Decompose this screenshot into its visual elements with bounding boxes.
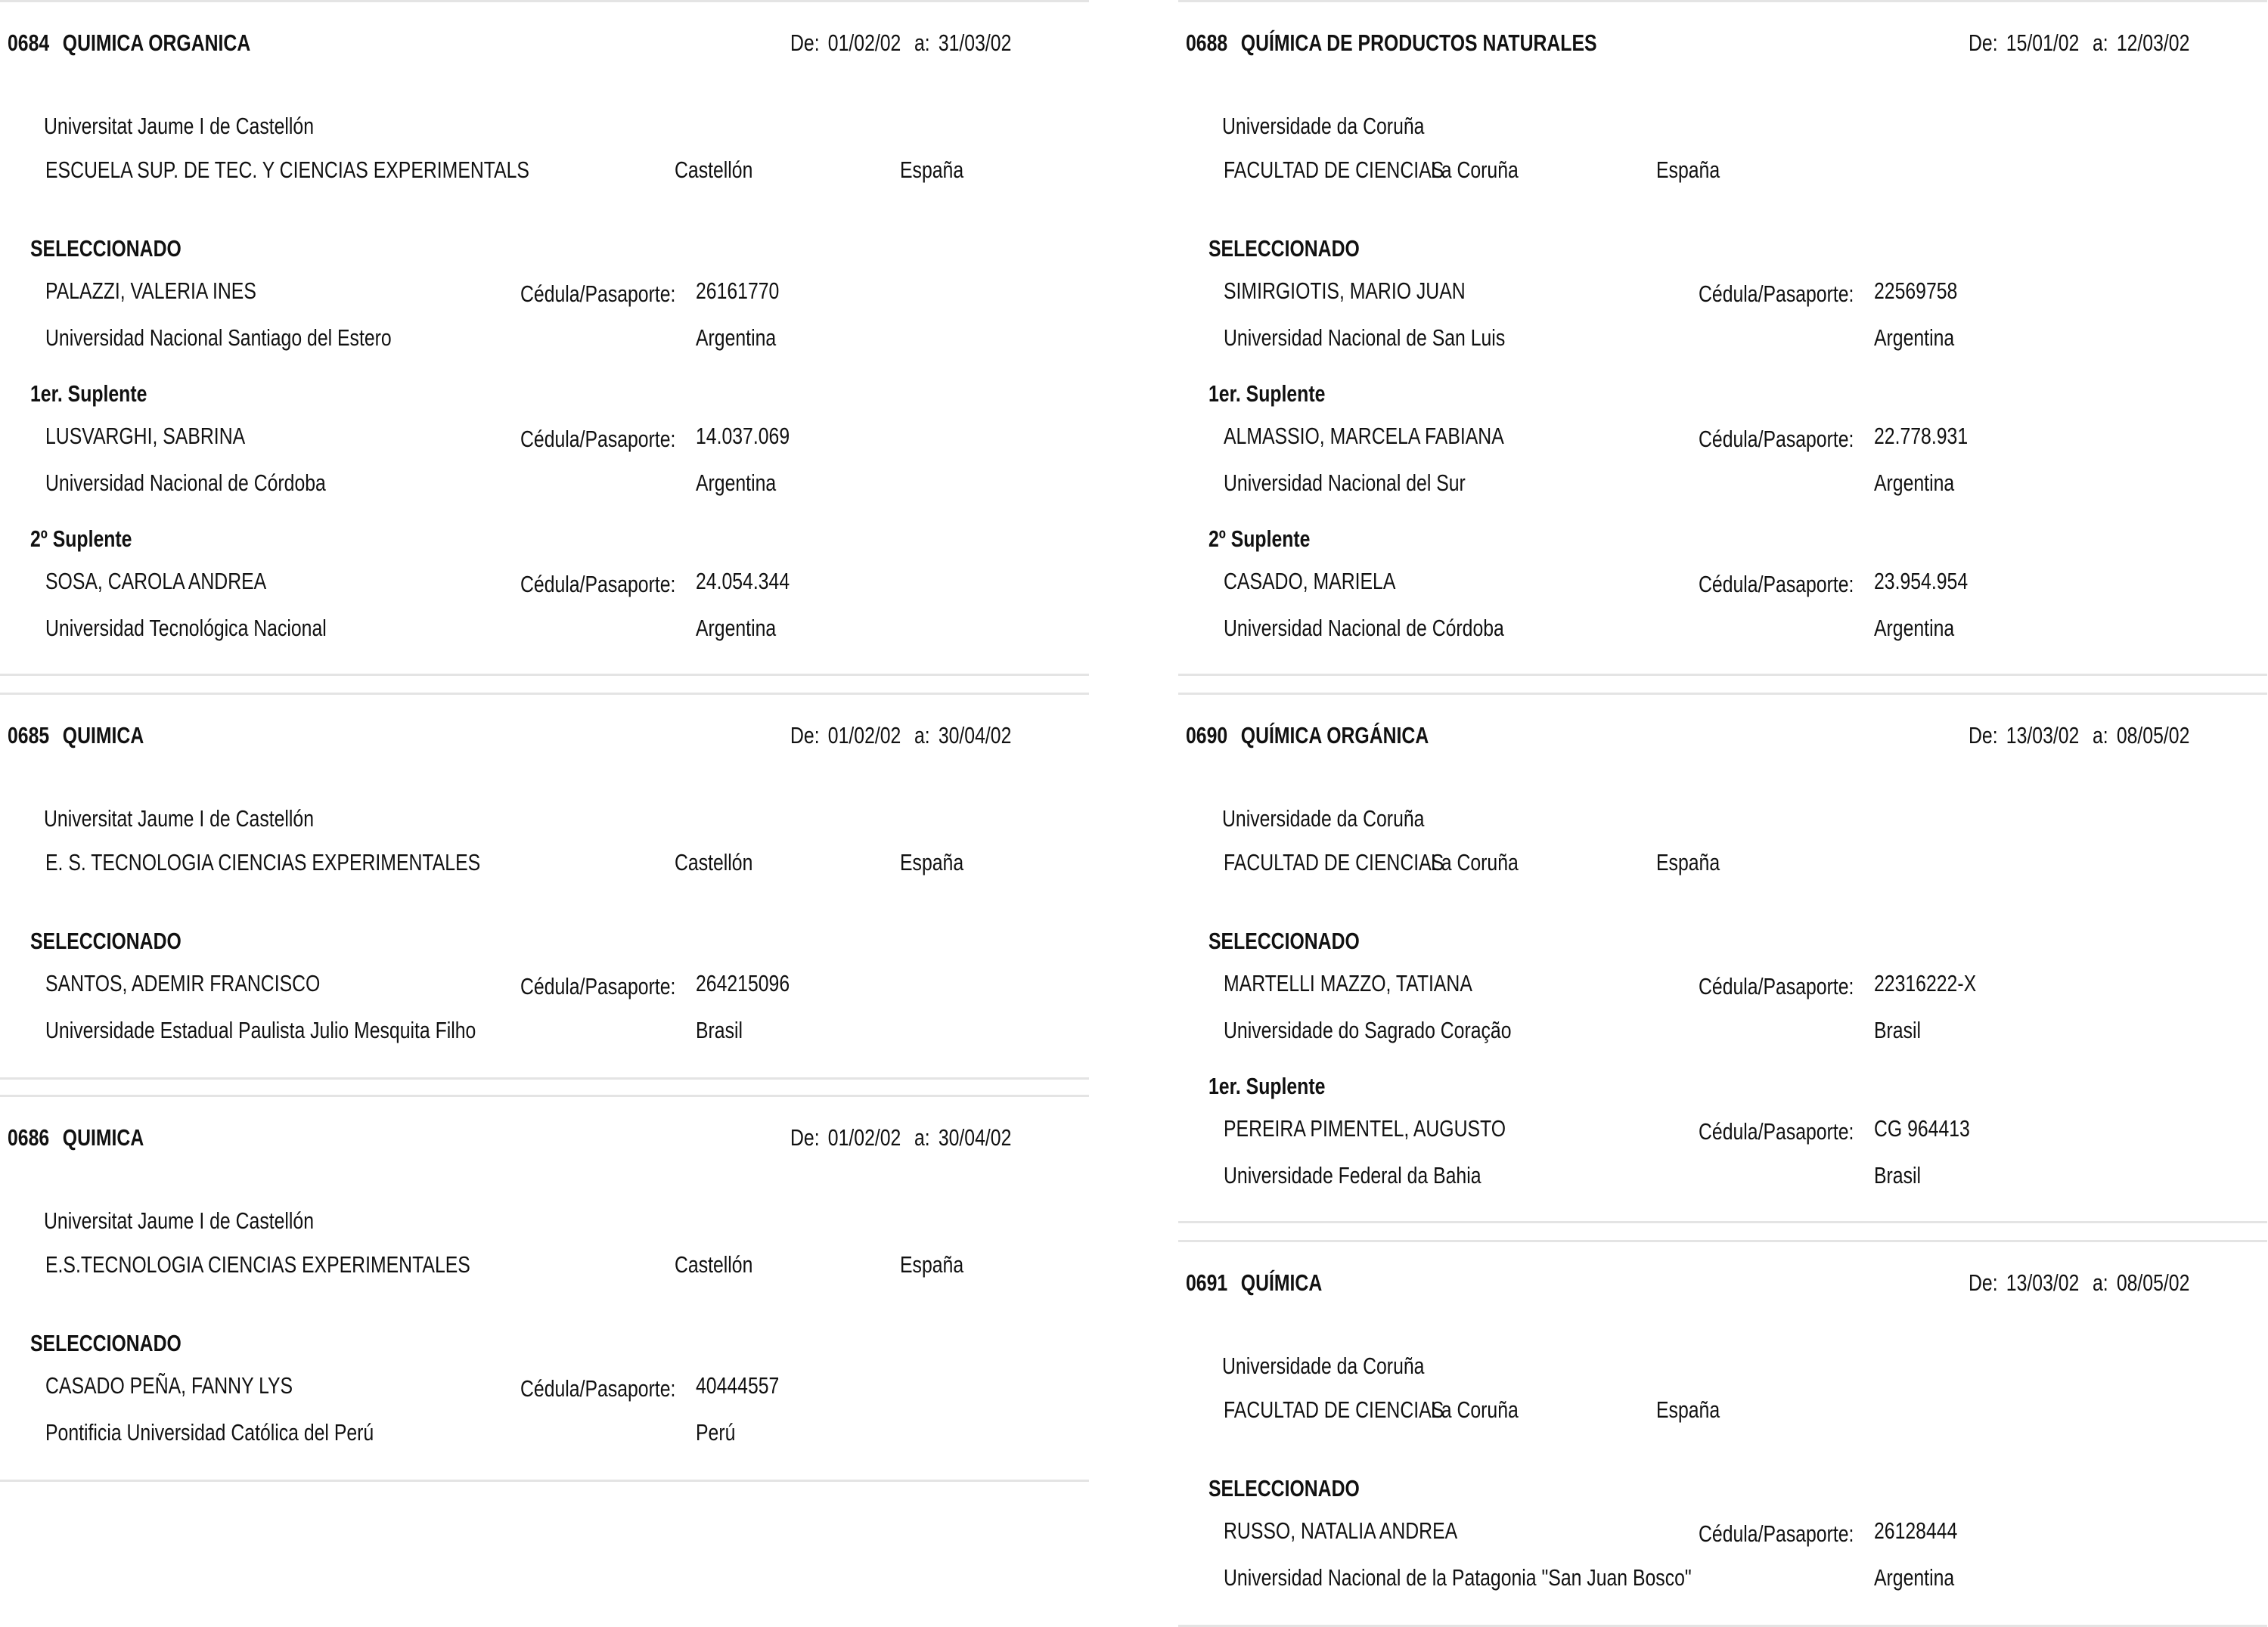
candidate-university: Universidad Nacional de la Patagonia "San Juan Bosco" bbox=[1224, 1564, 1692, 1591]
host-city: La Coruña bbox=[1431, 1396, 1519, 1423]
id-label: Cédula/Pasaporte: bbox=[520, 1375, 676, 1402]
id-label: Cédula/Pasaporte: bbox=[1699, 1520, 1854, 1547]
candidate-name: RUSSO, NATALIA ANDREA bbox=[1224, 1517, 1458, 1544]
candidate-name: ALMASSIO, MARCELA FABIANA bbox=[1224, 423, 1504, 449]
record-separator bbox=[0, 674, 1089, 676]
host-country: España bbox=[900, 1251, 964, 1278]
record-code: 0691 bbox=[1186, 1269, 1228, 1296]
candidate-university: Universidad Tecnológica Nacional bbox=[45, 615, 327, 641]
candidate-id: 26128444 bbox=[1874, 1517, 1958, 1544]
candidate-university: Universidad Nacional Santiago del Estero bbox=[45, 324, 392, 351]
candidate-country: Argentina bbox=[696, 324, 777, 351]
candidate-role: 1er. Suplente bbox=[30, 380, 147, 407]
candidate-role: SELECCIONADO bbox=[30, 928, 182, 954]
record-separator bbox=[0, 1077, 1089, 1080]
record-separator bbox=[1178, 1221, 2267, 1223]
to-date: 08/05/02 bbox=[2116, 1269, 2190, 1296]
record-dates bbox=[790, 724, 1011, 747]
host-faculty: E.S.TECNOLOGIA CIENCIAS EXPERIMENTALES bbox=[45, 1251, 470, 1278]
record-code: 0688 bbox=[1186, 29, 1228, 56]
candidate-role: SELECCIONADO bbox=[30, 235, 182, 262]
record-block bbox=[1178, 1240, 2267, 1626]
to-date: 12/03/02 bbox=[2116, 29, 2190, 56]
record-dates bbox=[1969, 724, 2189, 747]
from-label: De: bbox=[1969, 29, 1998, 56]
id-label: Cédula/Pasaporte: bbox=[1699, 426, 1854, 452]
record-code: 0686 bbox=[8, 1124, 50, 1151]
host-faculty: ESCUELA SUP. DE TEC. Y CIENCIAS EXPERIMENTALS bbox=[45, 157, 529, 183]
candidate-role: SELECCIONADO bbox=[1208, 928, 1360, 954]
id-label: Cédula/Pasaporte: bbox=[1699, 280, 1854, 307]
host-city: Castellón bbox=[675, 849, 753, 875]
candidate-role: 2º Suplente bbox=[30, 525, 132, 552]
candidate-country: Perú bbox=[696, 1419, 736, 1446]
record-dates bbox=[1969, 31, 2189, 54]
to-label: a: bbox=[2092, 1269, 2108, 1296]
candidate-name: PEREIRA PIMENTEL, AUGUSTO bbox=[1224, 1115, 1506, 1142]
host-university: Universitat Jaume I de Castellón bbox=[44, 113, 315, 139]
candidate-university: Universidad Nacional del Sur bbox=[1224, 470, 1466, 496]
record-separator bbox=[1178, 674, 2267, 676]
record-title bbox=[8, 1126, 144, 1149]
candidate-university: Universidad Nacional de Córdoba bbox=[45, 470, 326, 496]
candidate-role: SELECCIONADO bbox=[1208, 235, 1360, 262]
record-block bbox=[1178, 0, 2267, 675]
candidate-name: SOSA, CAROLA ANDREA bbox=[45, 568, 267, 594]
record-subject: QUIMICA bbox=[62, 1124, 144, 1151]
candidate-role: 1er. Suplente bbox=[1208, 1073, 1326, 1099]
candidate-id: 24.054.344 bbox=[696, 568, 790, 594]
record-title bbox=[1186, 31, 1597, 54]
record-subject: QUÍMICA DE PRODUCTOS NATURALES bbox=[1240, 29, 1597, 56]
candidate-country: Brasil bbox=[1874, 1017, 1922, 1043]
host-city: La Coruña bbox=[1431, 849, 1519, 875]
from-date: 01/02/02 bbox=[827, 1124, 901, 1151]
record-title bbox=[1186, 724, 1429, 747]
candidate-country: Brasil bbox=[1874, 1162, 1922, 1188]
host-university: Universidade da Coruña bbox=[1222, 1353, 1425, 1379]
candidate-university: Universidad Nacional de Córdoba bbox=[1224, 615, 1504, 641]
record-separator bbox=[0, 1480, 1089, 1482]
candidate-role: SELECCIONADO bbox=[30, 1330, 182, 1356]
candidate-role: SELECCIONADO bbox=[1208, 1475, 1360, 1501]
candidate-university: Universidade do Sagrado Coração bbox=[1224, 1017, 1512, 1043]
record-subject: QUÍMICA ORGÁNICA bbox=[1240, 722, 1429, 748]
host-faculty: FACULTAD DE CIENCIAS bbox=[1224, 157, 1444, 183]
from-date: 01/02/02 bbox=[827, 29, 901, 56]
to-label: a: bbox=[914, 722, 930, 748]
candidate-university: Universidade Estadual Paulista Julio Mesquita Filho bbox=[45, 1017, 476, 1043]
record-title bbox=[1186, 1271, 1322, 1294]
id-label: Cédula/Pasaporte: bbox=[520, 426, 676, 452]
to-label: a: bbox=[914, 1124, 930, 1151]
candidate-name: SIMIRGIOTIS, MARIO JUAN bbox=[1224, 277, 1466, 304]
candidate-id: CG 964413 bbox=[1874, 1115, 1970, 1142]
from-date: 01/02/02 bbox=[827, 722, 901, 748]
host-country: España bbox=[1656, 157, 1720, 183]
record-dates bbox=[790, 31, 1011, 54]
host-city: Castellón bbox=[675, 1251, 753, 1278]
host-country: España bbox=[900, 849, 964, 875]
id-label: Cédula/Pasaporte: bbox=[1699, 973, 1854, 999]
candidate-id: 22316222-X bbox=[1874, 970, 1977, 996]
record-subject: QUIMICA bbox=[62, 722, 144, 748]
candidate-id: 23.954.954 bbox=[1874, 568, 1969, 594]
candidate-university: Universidad Nacional de San Luis bbox=[1224, 324, 1506, 351]
candidate-name: CASADO PEÑA, FANNY LYS bbox=[45, 1372, 293, 1399]
to-label: a: bbox=[914, 29, 930, 56]
id-label: Cédula/Pasaporte: bbox=[520, 571, 676, 597]
to-date: 30/04/02 bbox=[938, 722, 1012, 748]
id-label: Cédula/Pasaporte: bbox=[1699, 1118, 1854, 1145]
candidate-id: 40444557 bbox=[696, 1372, 780, 1399]
from-date: 15/01/02 bbox=[2006, 29, 2080, 56]
candidate-country: Argentina bbox=[1874, 324, 1955, 351]
from-date: 13/03/02 bbox=[2006, 722, 2080, 748]
candidate-country: Brasil bbox=[696, 1017, 743, 1043]
to-date: 31/03/02 bbox=[938, 29, 1012, 56]
host-university: Universidade da Coruña bbox=[1222, 805, 1425, 832]
record-block bbox=[0, 0, 1089, 675]
candidate-id: 14.037.069 bbox=[696, 423, 790, 449]
host-country: España bbox=[900, 157, 964, 183]
candidate-role: 1er. Suplente bbox=[1208, 380, 1326, 407]
record-subject: QUIMICA ORGANICA bbox=[62, 29, 251, 56]
candidate-country: Argentina bbox=[1874, 615, 1955, 641]
host-city: La Coruña bbox=[1431, 157, 1519, 183]
host-faculty: FACULTAD DE CIENCIAS bbox=[1224, 849, 1444, 875]
id-label: Cédula/Pasaporte: bbox=[520, 973, 676, 999]
candidate-country: Argentina bbox=[1874, 470, 1955, 496]
candidate-country: Argentina bbox=[696, 615, 777, 641]
record-dates bbox=[1969, 1271, 2189, 1294]
id-label: Cédula/Pasaporte: bbox=[1699, 571, 1854, 597]
host-faculty: FACULTAD DE CIENCIAS bbox=[1224, 1396, 1444, 1423]
candidate-country: Argentina bbox=[1874, 1564, 1955, 1591]
to-label: a: bbox=[2092, 29, 2108, 56]
from-label: De: bbox=[790, 1124, 820, 1151]
candidate-id: 26161770 bbox=[696, 277, 780, 304]
from-label: De: bbox=[1969, 1269, 1998, 1296]
record-block bbox=[0, 693, 1089, 1079]
candidate-role: 2º Suplente bbox=[1208, 525, 1311, 552]
id-label: Cédula/Pasaporte: bbox=[520, 280, 676, 307]
record-block bbox=[1178, 693, 2267, 1223]
candidate-name: LUSVARGHI, SABRINA bbox=[45, 423, 246, 449]
from-date: 13/03/02 bbox=[2006, 1269, 2080, 1296]
record-title bbox=[8, 31, 250, 54]
record-code: 0685 bbox=[8, 722, 50, 748]
to-date: 08/05/02 bbox=[2116, 722, 2190, 748]
host-faculty: E. S. TECNOLOGIA CIENCIAS EXPERIMENTALES bbox=[45, 849, 481, 875]
host-university: Universidade da Coruña bbox=[1222, 113, 1425, 139]
host-country: España bbox=[1656, 1396, 1720, 1423]
record-title bbox=[8, 724, 144, 747]
candidate-name: MARTELLI MAZZO, TATIANA bbox=[1224, 970, 1472, 996]
from-label: De: bbox=[1969, 722, 1998, 748]
to-date: 30/04/02 bbox=[938, 1124, 1012, 1151]
candidate-country: Argentina bbox=[696, 470, 777, 496]
host-university: Universitat Jaume I de Castellón bbox=[44, 805, 315, 832]
candidate-name: PALAZZI, VALERIA INES bbox=[45, 277, 256, 304]
record-code: 0690 bbox=[1186, 722, 1228, 748]
candidate-name: CASADO, MARIELA bbox=[1224, 568, 1396, 594]
record-subject: QUÍMICA bbox=[1240, 1269, 1323, 1296]
record-dates bbox=[790, 1126, 1011, 1149]
candidate-id: 264215096 bbox=[696, 970, 790, 996]
host-country: España bbox=[1656, 849, 1720, 875]
to-label: a: bbox=[2092, 722, 2108, 748]
host-university: Universitat Jaume I de Castellón bbox=[44, 1207, 315, 1234]
record-block bbox=[0, 1095, 1089, 1481]
from-label: De: bbox=[790, 29, 820, 56]
candidate-university: Pontificia Universidad Católica del Perú bbox=[45, 1419, 374, 1446]
from-label: De: bbox=[790, 722, 820, 748]
candidate-id: 22.778.931 bbox=[1874, 423, 1969, 449]
record-code: 0684 bbox=[8, 29, 50, 56]
candidate-university: Universidade Federal da Bahia bbox=[1224, 1162, 1481, 1188]
host-city: Castellón bbox=[675, 157, 753, 183]
candidate-name: SANTOS, ADEMIR FRANCISCO bbox=[45, 970, 321, 996]
candidate-id: 22569758 bbox=[1874, 277, 1958, 304]
